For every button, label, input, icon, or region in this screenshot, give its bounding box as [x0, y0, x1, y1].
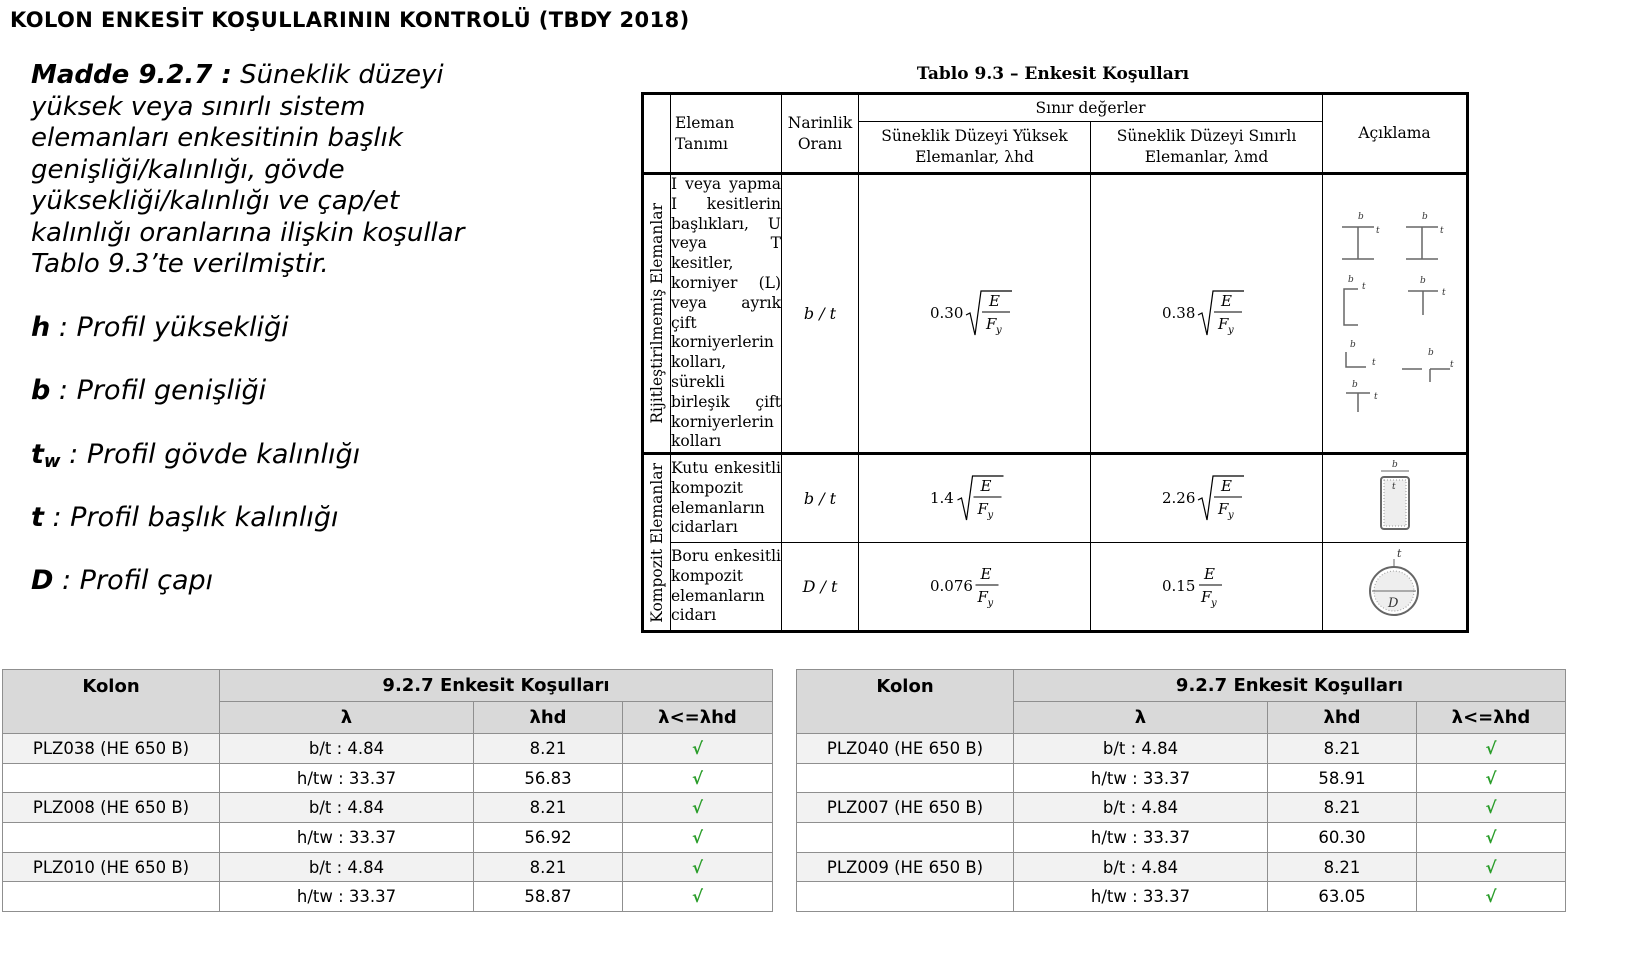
check-cell: √	[1417, 763, 1566, 793]
madde-text: Süneklik düzeyi yüksek veya sınırlı sistem elemanları enkesitinin başlık genişliği/kalınlığı, gövde yüksekliği/kalınlığı ve çap/et kalınlığı oranlarına ilişkin koşullar Tablo 9.3’te verilmiştir.	[31, 60, 465, 279]
formula-E: E	[1203, 564, 1215, 583]
row-2-eleman: Kutu enkesitli kompozit elemanların cidarları	[671, 454, 782, 543]
svg-text:b: b	[1351, 379, 1358, 390]
formula-md_coef	[1162, 287, 1252, 341]
formula-Fy-sub: y	[1210, 597, 1217, 609]
svg-text:D: D	[1387, 595, 1398, 611]
madde-label: Madde 9.2.7 :	[31, 60, 232, 90]
lambda-cell: h/tw : 33.37	[220, 882, 474, 912]
formula-E: E	[1220, 476, 1232, 495]
formula-coef: 0.38	[1161, 303, 1195, 322]
row-2-figure	[1323, 454, 1468, 543]
svg-text:b: b	[1347, 274, 1354, 285]
table-row	[3, 793, 773, 823]
results-table-left	[2, 669, 773, 912]
row-3-ratio: D / t	[782, 543, 859, 632]
formula-Fy-sub: y	[1227, 324, 1234, 336]
row-1-md-formula	[1091, 174, 1323, 454]
definition-tw: $t_w$ : Profil gövde kalınlığı	[31, 438, 361, 472]
formula-E: E	[980, 476, 991, 495]
check-cell: √	[1417, 823, 1566, 853]
formula-Fy-sub: y	[995, 324, 1002, 336]
svg-text:t: t	[1361, 281, 1366, 292]
header-kolon: Kolon	[3, 670, 220, 734]
lambda-cell: b/t : 4.84	[220, 852, 474, 882]
lambda-hd-cell: 8.21	[474, 852, 623, 882]
lambda-cell: h/tw : 33.37	[1014, 882, 1268, 912]
lambda-hd-cell: 8.21	[474, 734, 623, 764]
lambda-hd-cell: 8.21	[1268, 793, 1417, 823]
check-cell: √	[623, 882, 773, 912]
svg-text:b: b	[1427, 347, 1434, 358]
formula-E: E	[988, 291, 1000, 310]
row-2-hd-formula	[859, 454, 1091, 543]
row-3-md-formula	[1091, 543, 1323, 632]
kolon-cell	[797, 763, 1014, 793]
row-1-ratio: b / t	[782, 174, 859, 454]
formula-Fy: F	[977, 499, 988, 518]
row-3-figure	[1323, 543, 1468, 632]
check-cell: √	[623, 793, 773, 823]
kolon-cell: PLZ008 (HE 650 B)	[3, 793, 220, 823]
row-2-md-formula	[1091, 454, 1323, 543]
svg-text:t: t	[1391, 481, 1396, 492]
lambda-hd-cell: 8.21	[1268, 734, 1417, 764]
svg-text:b: b	[1421, 211, 1428, 222]
formula-E: E	[980, 564, 991, 583]
definition-b: b : Profil genişliği	[31, 375, 267, 407]
pipe-section-figure-icon	[1360, 545, 1430, 625]
lambda-hd-cell: 63.05	[1268, 882, 1417, 912]
lambda-hd-cell: 56.92	[474, 823, 623, 853]
results-table-right	[796, 669, 1566, 912]
header-lambda-hd: λhd	[1268, 702, 1417, 734]
svg-text:t: t	[1371, 357, 1376, 368]
check-cell: √	[1417, 852, 1566, 882]
lambda-cell: h/tw : 33.37	[220, 763, 474, 793]
row-1-hd-formula	[859, 174, 1091, 454]
kolon-cell: PLZ009 (HE 650 B)	[797, 852, 1014, 882]
table-row	[797, 882, 1566, 912]
lambda-cell: b/t : 4.84	[1014, 734, 1268, 764]
formula-hd_coef	[930, 287, 1020, 341]
table-row	[797, 852, 1566, 882]
row-3-hd-formula	[859, 543, 1091, 632]
svg-text:t: t	[1441, 287, 1446, 298]
formula-hd_coef	[930, 472, 1020, 526]
check-cell: √	[623, 763, 773, 793]
lambda-cell: b/t : 4.84	[220, 793, 474, 823]
formula-md_coef	[1162, 472, 1252, 526]
table-row	[797, 763, 1566, 793]
intro-paragraph	[31, 60, 491, 281]
kolon-cell: PLZ040 (HE 650 B)	[797, 734, 1014, 764]
header-yuksek: Süneklik Düzeyi Yüksek Elemanlar, λhd	[859, 122, 1091, 174]
row-1-eleman: I veya yapma I kesitlerin başlıkları, U veya T kesitler, korniyer (L) veya ayrık çift korniyerlerin kolları, sürekli birleşik çift korniyerlerin kolları	[671, 174, 782, 454]
kolon-cell	[797, 823, 1014, 853]
formula-hd_coef	[930, 560, 1020, 614]
formula-Fy: F	[977, 587, 988, 606]
lambda-cell: h/tw : 33.37	[1014, 763, 1268, 793]
header-sinirli: Süneklik Düzeyi Sınırlı Elemanlar, λmd	[1091, 122, 1323, 174]
header-lambda-hd: λhd	[474, 702, 623, 734]
definitions-list	[31, 312, 531, 628]
kolon-cell: PLZ007 (HE 650 B)	[797, 793, 1014, 823]
group-kompozit: Kompozit Elemanlar	[643, 454, 671, 632]
kolon-cell: PLZ038 (HE 650 B)	[3, 734, 220, 764]
table-row	[797, 793, 1566, 823]
header-narinlik: Narinlik Oranı	[782, 94, 859, 174]
check-cell: √	[623, 823, 773, 853]
svg-text:b: b	[1419, 275, 1426, 286]
header-sinir: Sınır değerler	[859, 94, 1323, 122]
lambda-cell: b/t : 4.84	[1014, 852, 1268, 882]
page-title: KOLON ENKESİT KOŞULLARININ KONTROLÜ (TBDY 2018)	[10, 8, 690, 32]
lambda-cell: h/tw : 33.37	[220, 823, 474, 853]
header-kolon: Kolon	[797, 670, 1014, 734]
svg-text:t: t	[1396, 546, 1401, 560]
tablo-caption: Tablo 9.3 – Enkesit Koşulları	[916, 64, 1190, 84]
formula-Fy: F	[985, 314, 996, 333]
kolon-cell: PLZ010 (HE 650 B)	[3, 852, 220, 882]
svg-text:t: t	[1373, 391, 1378, 402]
table-row	[3, 734, 773, 764]
formula-md_coef	[1162, 560, 1252, 614]
row-3-eleman: Boru enkesitli kompozit elemanların cidarı	[671, 543, 782, 632]
formula-E: E	[1220, 291, 1232, 310]
kolon-cell	[797, 882, 1014, 912]
kolon-cell	[3, 882, 220, 912]
row-2-ratio: b / t	[782, 454, 859, 543]
box-section-figure-icon	[1365, 457, 1425, 537]
formula-Fy: F	[1217, 314, 1228, 333]
svg-text:t: t	[1449, 359, 1454, 370]
check-cell: √	[1417, 882, 1566, 912]
lambda-cell: h/tw : 33.37	[1014, 823, 1268, 853]
formula-Fy-sub: y	[987, 509, 993, 521]
table-row	[3, 852, 773, 882]
formula-coef: 2.26	[1161, 488, 1195, 507]
header-lambda: λ	[1014, 702, 1268, 734]
open-sections-figure-icon	[1330, 207, 1460, 417]
header-section: 9.2.7 Enkesit Koşulları	[220, 670, 773, 702]
check-cell: √	[1417, 793, 1566, 823]
svg-text:t: t	[1375, 225, 1380, 236]
table-row	[3, 882, 773, 912]
lambda-cell: b/t : 4.84	[1014, 793, 1268, 823]
table-row	[797, 734, 1566, 764]
lambda-hd-cell: 8.21	[474, 793, 623, 823]
table-row	[3, 763, 773, 793]
formula-Fy-sub: y	[1227, 509, 1234, 521]
kolon-cell	[3, 763, 220, 793]
header-section: 9.2.7 Enkesit Koşulları	[1014, 670, 1566, 702]
check-cell: √	[623, 734, 773, 764]
kolon-cell	[3, 823, 220, 853]
formula-coef: 0.30	[929, 303, 963, 322]
definition-h: h : Profil yüksekliği	[31, 312, 289, 343]
svg-text:b: b	[1391, 459, 1398, 470]
formula-Fy-sub: y	[987, 597, 993, 609]
tablo-9-3	[641, 92, 1469, 633]
lambda-hd-cell: 56.83	[474, 763, 623, 793]
header-lambda: λ	[220, 702, 474, 734]
header-aciklama: Açıklama	[1323, 94, 1468, 174]
check-cell: √	[1417, 734, 1566, 764]
formula-coef: 0.15	[1161, 576, 1195, 595]
svg-text:t: t	[1439, 225, 1444, 236]
table-row	[797, 823, 1566, 853]
svg-text:b: b	[1357, 211, 1364, 222]
lambda-cell: b/t : 4.84	[220, 734, 474, 764]
header-check: λ<=λhd	[623, 702, 773, 734]
row-1-figure	[1323, 174, 1468, 454]
check-cell: √	[623, 852, 773, 882]
header-eleman: Eleman Tanımı	[671, 94, 782, 174]
formula-Fy: F	[1217, 499, 1228, 518]
definition-D: D : Profil çapı	[31, 565, 214, 597]
formula-coef: 0.076	[929, 576, 973, 595]
formula-Fy: F	[1200, 587, 1211, 606]
lambda-hd-cell: 58.91	[1268, 763, 1417, 793]
lambda-hd-cell: 8.21	[1268, 852, 1417, 882]
lambda-hd-cell: 60.30	[1268, 823, 1417, 853]
formula-coef: 1.4	[929, 488, 954, 507]
header-check: λ<=λhd	[1417, 702, 1566, 734]
lambda-hd-cell: 58.87	[474, 882, 623, 912]
definition-t: t : Profil başlık kalınlığı	[31, 501, 339, 533]
table-row	[3, 823, 773, 853]
group-rijit: Rijitleştirilmemiş Elemanlar	[643, 174, 671, 454]
svg-text:b: b	[1349, 339, 1356, 350]
